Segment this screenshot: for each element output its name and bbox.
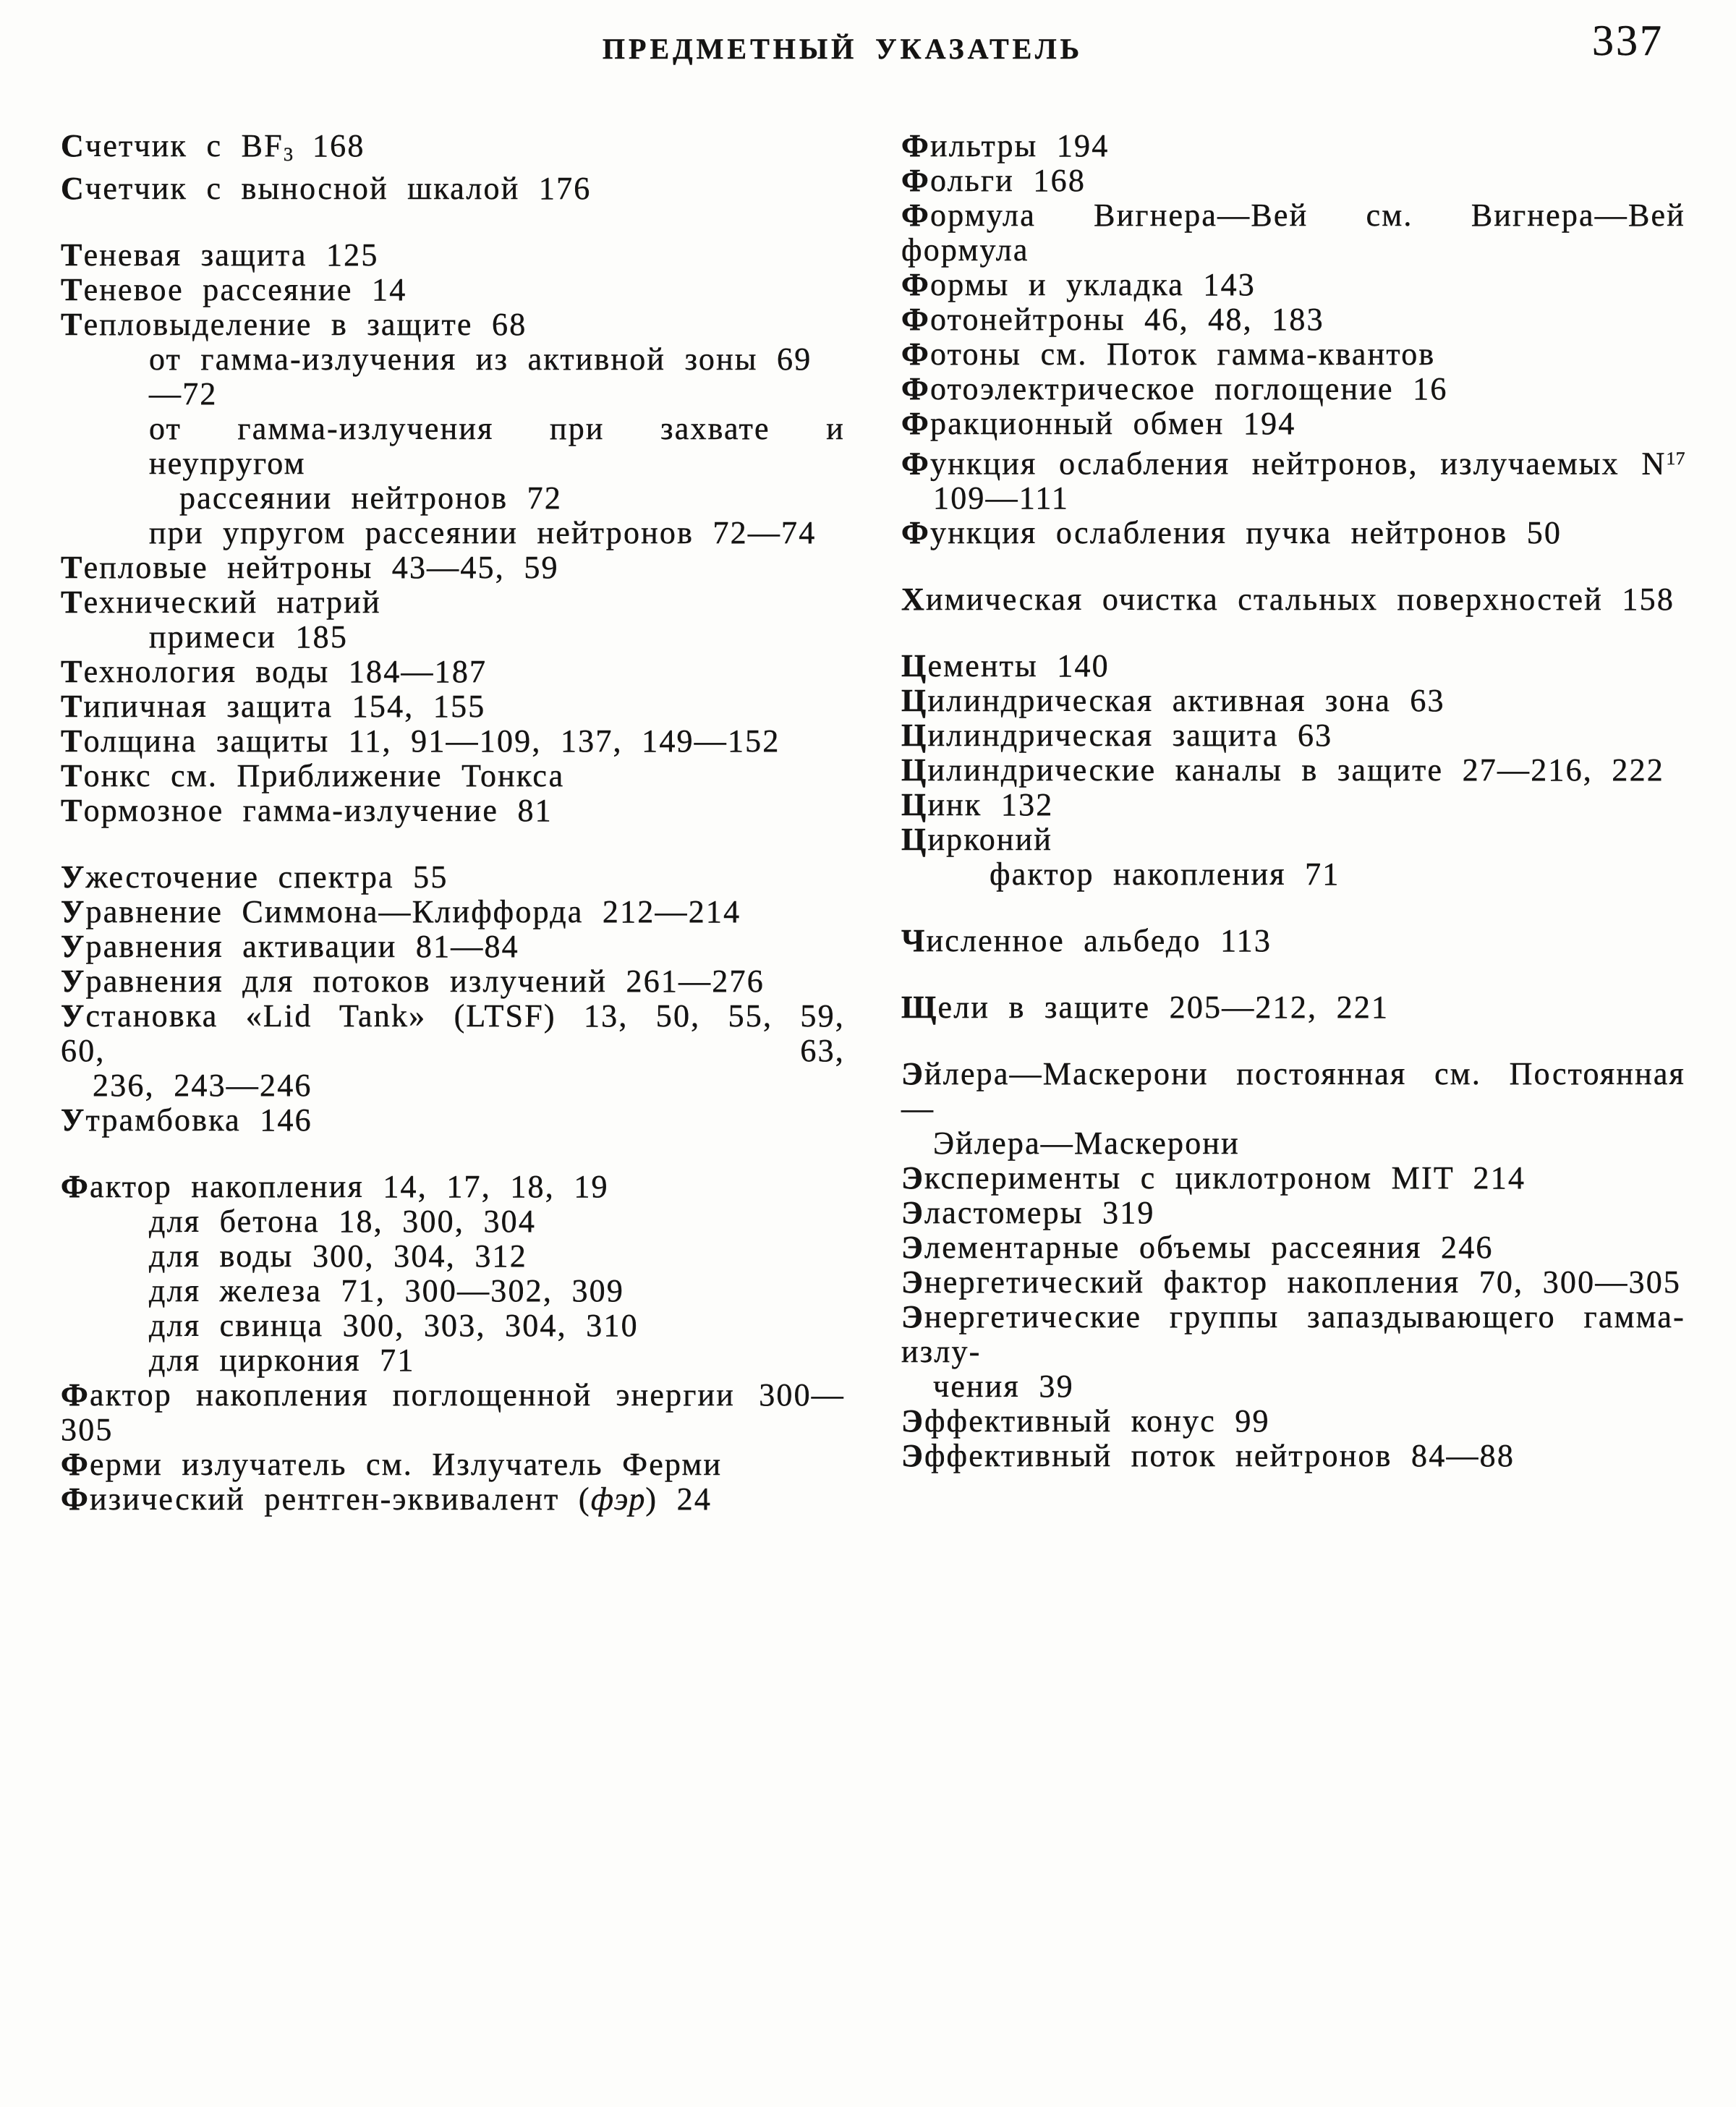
- entry-text: епловыделение в защите 68: [83, 306, 527, 342]
- entry-text: ффективный конус 99: [924, 1403, 1270, 1439]
- entry-continuation: [901, 1369, 1685, 1404]
- index-entry: [61, 759, 845, 793]
- entry-lead-letter: Т: [61, 688, 84, 724]
- entry-text: илиндрическая защита 63: [927, 718, 1333, 754]
- entry-text: 3: [283, 142, 294, 165]
- entry-lead-letter: Т: [61, 792, 84, 828]
- entry-text: ) 24: [645, 1481, 712, 1517]
- index-entry: [901, 822, 1685, 857]
- entry-text: нергетический фактор накопления 70, 300—305: [924, 1264, 1682, 1301]
- entry-lead-letter: Ф: [61, 1376, 90, 1413]
- index-entry: [901, 1439, 1685, 1473]
- index-subentry: [61, 1274, 845, 1308]
- entry-lead-letter: Т: [61, 653, 84, 689]
- index-entry: [901, 129, 1685, 163]
- entry-text: 17: [1666, 448, 1685, 469]
- index-entry: [901, 516, 1685, 550]
- index-entry: [61, 307, 845, 342]
- entry-lead-letter: Ф: [901, 371, 930, 406]
- index-entry: [901, 582, 1685, 617]
- index-entry: [901, 406, 1685, 441]
- entry-lead-letter: С: [61, 170, 85, 206]
- index-entry: [61, 129, 845, 171]
- index-entry: [61, 1447, 845, 1482]
- entry-text: изический рентген-эквивалент (: [90, 1481, 591, 1517]
- entry-text: ракционный обмен 194: [930, 406, 1296, 441]
- entry-text: отонейтроны 46, 48, 183: [930, 302, 1324, 337]
- entry-text: отоэлектрическое поглощение 16: [930, 371, 1448, 406]
- entry-text: ффективный поток нейтронов 84—88: [924, 1438, 1515, 1474]
- index-entry: [61, 895, 845, 929]
- entry-text: четчик с BF: [85, 128, 284, 163]
- entry-text: от гамма-излучения из активной зоны 69—72: [149, 341, 812, 412]
- index-entry: [901, 1300, 1685, 1369]
- index-entry: [901, 163, 1685, 198]
- entry-text: 236, 243—246: [93, 1067, 312, 1103]
- entry-lead-letter: Т: [61, 757, 84, 793]
- entry-lead-letter: Ц: [901, 822, 928, 858]
- entry-text: еневая защита 125: [83, 237, 379, 273]
- entry-lead-letter: С: [61, 128, 85, 163]
- entry-text: ерми излучатель см. Излучатель Ферми: [90, 1446, 723, 1482]
- entry-lead-letter: У: [61, 893, 86, 929]
- index-entry: [61, 724, 845, 759]
- entry-lead-letter: Ф: [901, 163, 930, 198]
- entry-text: четчик с выносной шкалой 176: [85, 170, 592, 206]
- entry-lead-letter: У: [61, 963, 86, 999]
- index-entry: [61, 1482, 845, 1517]
- entry-lead-letter: Ф: [901, 406, 930, 441]
- entry-lead-letter: Э: [901, 1264, 925, 1301]
- entry-text: отоны см. Поток гамма-квантов: [930, 336, 1436, 372]
- entry-text: актор накопления поглощенной энергии 300—305: [61, 1376, 845, 1447]
- entry-text: онкс см. Приближение Тонкса: [83, 757, 565, 793]
- index-entry: [901, 441, 1685, 481]
- index-entry: [901, 684, 1685, 718]
- entry-lead-letter: Ц: [901, 787, 928, 823]
- index-subentry: [61, 516, 845, 550]
- entry-text: йлера—Маскерони постоянная см. Постоянная—: [901, 1056, 1685, 1127]
- entry-lead-letter: Т: [61, 271, 84, 307]
- index-subentry: [61, 1308, 845, 1343]
- entry-text: ункция ослабления пучка нейтронов 50: [930, 515, 1562, 551]
- entry-text: равнение Симмона—Клиффорда 212—214: [85, 893, 741, 929]
- index-entry: [61, 1170, 845, 1204]
- entry-lead-letter: У: [61, 1102, 86, 1138]
- entry-text: ормула Вигнера—Вей см. Вигнера—Вей формула: [901, 197, 1685, 268]
- entry-lead-letter: У: [61, 997, 86, 1034]
- entry-text: ластомеры 319: [924, 1195, 1155, 1231]
- entry-text: 168: [293, 128, 365, 163]
- entry-lead-letter: Ф: [901, 302, 930, 337]
- entry-text: для железа 71, 300—302, 309: [149, 1272, 625, 1308]
- entry-text: ирконий: [927, 822, 1053, 858]
- index-subentry: [61, 412, 845, 481]
- index-entry: [901, 649, 1685, 684]
- entry-text: жесточение спектра 55: [85, 859, 448, 895]
- index-entry: [901, 1265, 1685, 1300]
- entry-continuation: [61, 481, 845, 516]
- entry-lead-letter: Ц: [901, 752, 928, 788]
- entry-lead-letter: Ф: [61, 1481, 90, 1517]
- index-entry: [61, 793, 845, 828]
- entry-text: ильтры 194: [930, 128, 1110, 163]
- index-entry: [61, 1103, 845, 1138]
- index-entry: [901, 1230, 1685, 1265]
- entry-text: для циркония 71: [149, 1342, 415, 1378]
- entry-lead-letter: Ф: [901, 128, 930, 163]
- entry-text: исленное альбедо 113: [926, 923, 1272, 959]
- entry-text: ехнология воды 184—187: [83, 653, 488, 689]
- index-subentry: [61, 1239, 845, 1274]
- entry-text: ормозное гамма-излучение 81: [83, 792, 553, 828]
- right-column: [901, 129, 1685, 1473]
- entry-text: 109—111: [933, 480, 1070, 516]
- left-column: [61, 129, 845, 1517]
- index-entry: [61, 860, 845, 895]
- entry-text: равнения активации 81—84: [85, 928, 519, 964]
- index-entry: [901, 1057, 1685, 1126]
- entry-lead-letter: Ф: [901, 197, 930, 233]
- entry-continuation: [901, 1126, 1685, 1161]
- index-entry: [901, 337, 1685, 372]
- entry-text: ели в защите 205—212, 221: [937, 989, 1390, 1026]
- index-entry: [61, 550, 845, 585]
- entry-lead-letter: У: [61, 928, 86, 964]
- index-entry: [901, 788, 1685, 822]
- entry-lead-letter: Ц: [901, 648, 928, 684]
- entry-text: ксперименты с циклотроном MIT 214: [924, 1160, 1526, 1196]
- entry-text: ункция ослабления нейтронов, излучаемых N: [930, 446, 1667, 482]
- entry-text: имическая очистка стальных поверхностей 158: [925, 582, 1675, 618]
- entry-text: становка «Lid Tank» (LTSF) 13, 50, 55, 59, 60, 63,: [61, 997, 845, 1068]
- index-entry: [61, 964, 845, 999]
- index-entry: [61, 929, 845, 964]
- entry-lead-letter: Ф: [901, 267, 930, 302]
- entry-text: от гамма-излучения при захвате и неупругом: [149, 410, 845, 481]
- index-entry: [61, 655, 845, 689]
- index-entry: [901, 1161, 1685, 1196]
- entry-text: фэр: [590, 1481, 646, 1517]
- entry-text: фактор накопления 71: [990, 856, 1340, 893]
- entry-lead-letter: Э: [901, 1056, 925, 1092]
- index-entry: [901, 1196, 1685, 1230]
- entry-lead-letter: Ф: [901, 336, 930, 372]
- entry-text: ементы 140: [927, 648, 1110, 684]
- index-entry: [61, 1378, 845, 1447]
- entry-lead-letter: Щ: [901, 989, 938, 1026]
- entry-text: илиндрическая активная зона 63: [927, 683, 1445, 719]
- entry-continuation: [61, 1068, 845, 1103]
- entry-text: примеси 185: [149, 618, 349, 655]
- entry-lead-letter: Э: [901, 1230, 925, 1266]
- index-subentry: [61, 342, 845, 412]
- entry-text: нергетические группы запаздывающего гамма-излу-: [901, 1299, 1685, 1370]
- entry-text: для воды 300, 304, 312: [149, 1238, 527, 1274]
- entry-text: для бетона 18, 300, 304: [149, 1203, 537, 1239]
- page-header: ПРЕДМЕТНЫЙ УКАЗАТЕЛЬ: [602, 33, 1084, 65]
- entry-text: трамбовка 146: [85, 1102, 312, 1138]
- entry-text: илиндрические каналы в защите 27—216, 222: [927, 752, 1664, 788]
- index-entry: [901, 990, 1685, 1025]
- entry-text: еневое рассеяние 14: [83, 271, 407, 307]
- index-subentry: [61, 1343, 845, 1378]
- entry-lead-letter: Э: [901, 1403, 925, 1439]
- entry-lead-letter: Т: [61, 584, 84, 620]
- entry-lead-letter: Т: [61, 723, 84, 759]
- entry-text: лементарные объемы рассеяния 246: [924, 1230, 1494, 1266]
- index-entry: [901, 302, 1685, 337]
- entry-text: ипичная защита 154, 155: [83, 688, 486, 724]
- index-subentry: [61, 620, 845, 655]
- entry-text: рассеянии нейтронов 72: [179, 480, 563, 516]
- entry-lead-letter: Ц: [901, 683, 928, 719]
- page-number: 337: [1592, 17, 1664, 64]
- entry-continuation: [901, 481, 1685, 516]
- entry-text: инк 132: [927, 787, 1054, 823]
- entry-text: епловые нейтроны 43—45, 59: [83, 549, 559, 585]
- entry-text: ормы и укладка 143: [930, 267, 1256, 302]
- entry-text: олщина защиты 11, 91—109, 137, 149—152: [83, 723, 780, 759]
- entry-text: для свинца 300, 303, 304, 310: [149, 1307, 639, 1343]
- entry-lead-letter: Т: [61, 549, 84, 585]
- index-entry: [61, 585, 845, 620]
- entry-lead-letter: Х: [901, 582, 926, 618]
- entry-text: ехнический натрий: [83, 584, 381, 620]
- index-entry: [901, 268, 1685, 302]
- entry-lead-letter: Ф: [901, 446, 930, 482]
- entry-lead-letter: Ф: [901, 515, 930, 551]
- index-entry: [901, 718, 1685, 753]
- entry-text: Эйлера—Маскерони: [933, 1125, 1240, 1162]
- entry-lead-letter: Э: [901, 1299, 925, 1335]
- index-entry: [61, 689, 845, 724]
- entry-lead-letter: Э: [901, 1195, 925, 1231]
- index-entry: [61, 999, 845, 1068]
- entry-lead-letter: Ф: [61, 1446, 90, 1482]
- entry-lead-letter: Э: [901, 1160, 925, 1196]
- entry-lead-letter: Ц: [901, 718, 928, 754]
- index-entry: [901, 1404, 1685, 1439]
- entry-lead-letter: Э: [901, 1438, 925, 1474]
- index-entry: [901, 198, 1685, 268]
- index-entry: [901, 372, 1685, 406]
- entry-text: равнения для потоков излучений 261—276: [85, 963, 765, 999]
- entry-lead-letter: Т: [61, 237, 84, 273]
- entry-lead-letter: У: [61, 859, 86, 895]
- entry-lead-letter: Т: [61, 306, 84, 342]
- entry-text: при упругом рассеянии нейтронов 72—74: [149, 514, 817, 550]
- index-entry: [901, 753, 1685, 788]
- index-entry: [61, 273, 845, 307]
- entry-text: актор накопления 14, 17, 18, 19: [90, 1168, 609, 1204]
- index-entry: [901, 924, 1685, 958]
- entry-text: чения 39: [933, 1369, 1074, 1405]
- index-subentry: [901, 857, 1685, 892]
- entry-text: ольги 168: [930, 163, 1086, 198]
- entry-lead-letter: Ф: [61, 1168, 90, 1204]
- index-entry: [61, 238, 845, 273]
- index-entry: [61, 171, 845, 206]
- index-subentry: [61, 1204, 845, 1239]
- entry-lead-letter: Ч: [901, 923, 927, 959]
